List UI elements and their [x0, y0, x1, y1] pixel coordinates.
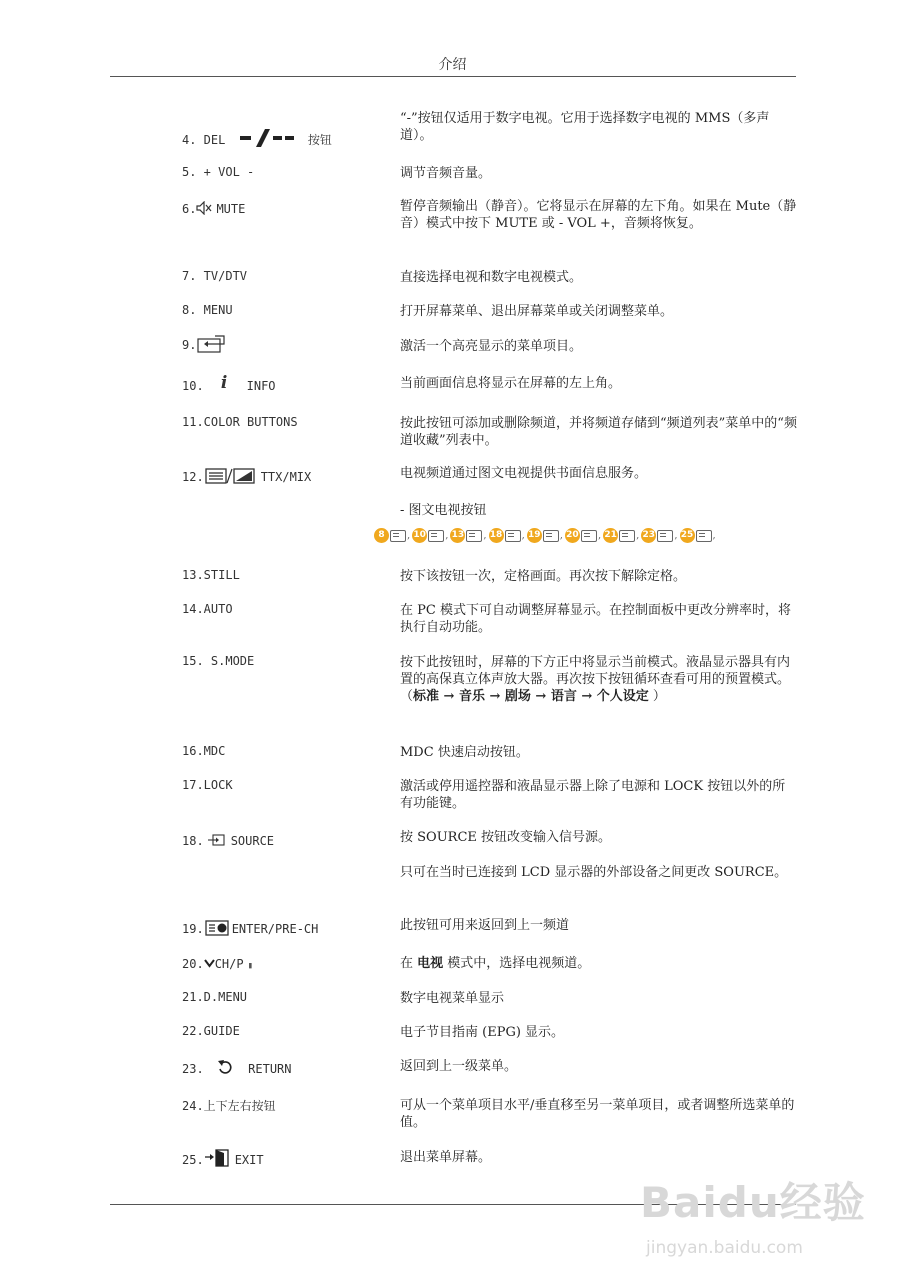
- watermark: [640, 1150, 890, 1270]
- item-label: 6. MUTE: [182, 202, 246, 216]
- badge-number: 23: [641, 528, 656, 543]
- item-desc: 数字电视菜单显示: [400, 991, 505, 1006]
- item-desc: 在 电视 模式中，选择电视频道。: [400, 956, 591, 971]
- item-desc: 此按钮可用来返回到上一频道: [400, 918, 570, 933]
- ch-up-indicator: ▮: [247, 961, 254, 971]
- info-icon: i: [220, 372, 228, 393]
- item-label: 12. TTX/MIX: [182, 470, 382, 485]
- mute-icon: [196, 201, 212, 215]
- separator: ,: [597, 530, 602, 541]
- badge-number: 18: [489, 528, 504, 543]
- badge-number: 19: [527, 528, 542, 543]
- item-desc: 暂停音频输出（静音）。它将显示在屏幕的左下角。如果在 Mute（静音）模式中按下 MUTE 或 - VOL +，音频将恢复。: [400, 199, 797, 231]
- badge-number: 21: [603, 528, 618, 543]
- item-desc: 激活一个高亮显示的菜单项目。: [400, 339, 583, 354]
- item-label: 8. MENU: [182, 303, 233, 317]
- item-label: 23. RETURN: [182, 1062, 382, 1076]
- teletext-button-badge: [450, 525, 486, 544]
- chevron-down-icon: [204, 958, 215, 968]
- item-label: 5. + VOL -: [182, 165, 255, 179]
- item-desc: 电子节目指南 (EPG) 显示。: [400, 1025, 565, 1040]
- teletext-key-icon: [505, 530, 521, 542]
- teletext-button-badge: [412, 525, 448, 544]
- badge-number: 20: [565, 528, 580, 543]
- teletext-button-badge: [374, 525, 410, 544]
- badge-number: 10: [412, 528, 427, 543]
- pre-ch-icon: [205, 920, 229, 936]
- badge-number: 8: [374, 528, 389, 543]
- separator: ,: [483, 530, 487, 541]
- watermark-logo: Baidu经验: [640, 1178, 866, 1227]
- item-desc: 在 PC 模式下可自动调整屏幕显示。在控制面板中更改分辨率时，将执行自动功能。: [400, 603, 791, 635]
- item-desc: MDC 快速启动按钮。: [400, 745, 529, 760]
- teletext-buttons-strip: [374, 524, 814, 542]
- teletext-key-icon: [619, 530, 635, 542]
- item-desc: 返回到上一级菜单。: [400, 1059, 518, 1074]
- item-label: 22.GUIDE: [182, 1024, 240, 1038]
- item-label: 14.AUTO: [182, 602, 233, 616]
- item-desc: 可从一个菜单项目水平/垂直移至另一菜单项目，或者调整所选菜单的值。: [400, 1098, 795, 1130]
- item-label: 20. CH/P ▮: [182, 957, 254, 971]
- item-desc: 直接选择电视和数字电视模式。: [400, 270, 583, 285]
- teletext-key-icon: [581, 530, 597, 542]
- item-desc: 按下该按钮一次，定格画面。再次按下解除定格。: [400, 569, 687, 584]
- teletext-key-icon: [466, 530, 482, 542]
- dash-dash-icon: [239, 127, 297, 149]
- item-desc: “-”按钮仅适用于数字电视。它用于选择数字电视的 MMS（多声道）。: [400, 111, 770, 143]
- item-label: 9.: [182, 338, 382, 353]
- page-title: 介绍: [438, 57, 467, 73]
- separator: ,: [445, 530, 449, 541]
- watermark-url: jingyan.baidu.com: [646, 1238, 803, 1258]
- item-desc: 按下此按钮时，屏幕的下方正中将显示当前模式。液晶显示器具有内置的高保真立体声放大器。再次按下按钮循环查看可用的预置模式。（标准 → 音乐 → 剧场 → 语言 → 个人设定 ）: [400, 655, 791, 704]
- item-label: 17.LOCK: [182, 778, 233, 792]
- item-desc-2: 只可在当时已连接到 LCD 显示器的外部设备之间更改 SOURCE。: [400, 865, 788, 880]
- item-desc: 打开屏幕菜单、退出屏幕菜单或关闭调整菜单。: [400, 304, 674, 319]
- item-label: 4. DEL 按钮: [182, 131, 382, 149]
- badge-number: 25: [680, 528, 695, 543]
- item-label: 16.MDC: [182, 744, 226, 758]
- item-desc: 当前画面信息将显示在屏幕的左上角。: [400, 376, 622, 391]
- item-desc: 按此按钮可添加或删除频道，并将频道存储到“频道列表”菜单中的“频道收藏”列表中。: [400, 416, 797, 448]
- item-label: 24.上下左右按钮: [182, 1099, 276, 1113]
- item-desc: 调节音频音量。: [400, 166, 492, 181]
- teletext-key-icon: [543, 530, 559, 542]
- item-label: 19. ENTER/PRE-CH: [182, 922, 382, 936]
- teletext-key-icon: [428, 530, 444, 542]
- teletext-key-icon: [696, 530, 712, 542]
- teletext-button-badge: [527, 525, 563, 544]
- item-desc: 按 SOURCE 按钮改变输入信号源。: [400, 830, 612, 845]
- item-label: 11.COLOR BUTTONS: [182, 415, 298, 429]
- item-label: 10. i INFO: [182, 372, 276, 393]
- teletext-key-icon: [657, 530, 673, 542]
- return-icon: [217, 1059, 233, 1075]
- item-label: 18. SOURCE: [182, 834, 275, 848]
- teletext-icon: [205, 467, 257, 485]
- item-label: 13.STILL: [182, 568, 240, 582]
- source-icon: [207, 834, 225, 846]
- separator: ,: [559, 530, 563, 541]
- item-desc: 电视频道通过图文电视提供书面信息服务。: [400, 466, 648, 481]
- exit-icon: [204, 1149, 230, 1167]
- teletext-button-badge: [489, 525, 525, 544]
- enter-icon: [197, 335, 227, 353]
- teletext-button-badge: [603, 525, 639, 544]
- header-divider: [110, 76, 796, 77]
- item-label: 15. S.MODE: [182, 654, 255, 668]
- item-desc: 退出菜单屏幕。: [400, 1150, 492, 1165]
- separator: ,: [636, 530, 640, 541]
- teletext-button-badge: [641, 525, 677, 544]
- item-label: 7. TV/DTV: [182, 269, 248, 283]
- teletext-key-icon: [390, 530, 406, 542]
- separator: ,: [521, 530, 525, 541]
- item-label: 25. EXIT: [182, 1153, 382, 1167]
- separator: ,: [674, 530, 678, 541]
- item-desc-2: - 图文电视按钮: [400, 503, 487, 518]
- separator: ,: [407, 530, 411, 541]
- separator: ,: [712, 530, 716, 541]
- item-desc: 激活或停用遥控器和液晶显示器上除了电源和 LOCK 按钮以外的所有功能键。: [400, 779, 786, 811]
- teletext-button-badge: [565, 525, 601, 544]
- teletext-button-badge: [680, 525, 716, 544]
- item-label: 21.D.MENU: [182, 990, 248, 1004]
- badge-number: 13: [450, 528, 465, 543]
